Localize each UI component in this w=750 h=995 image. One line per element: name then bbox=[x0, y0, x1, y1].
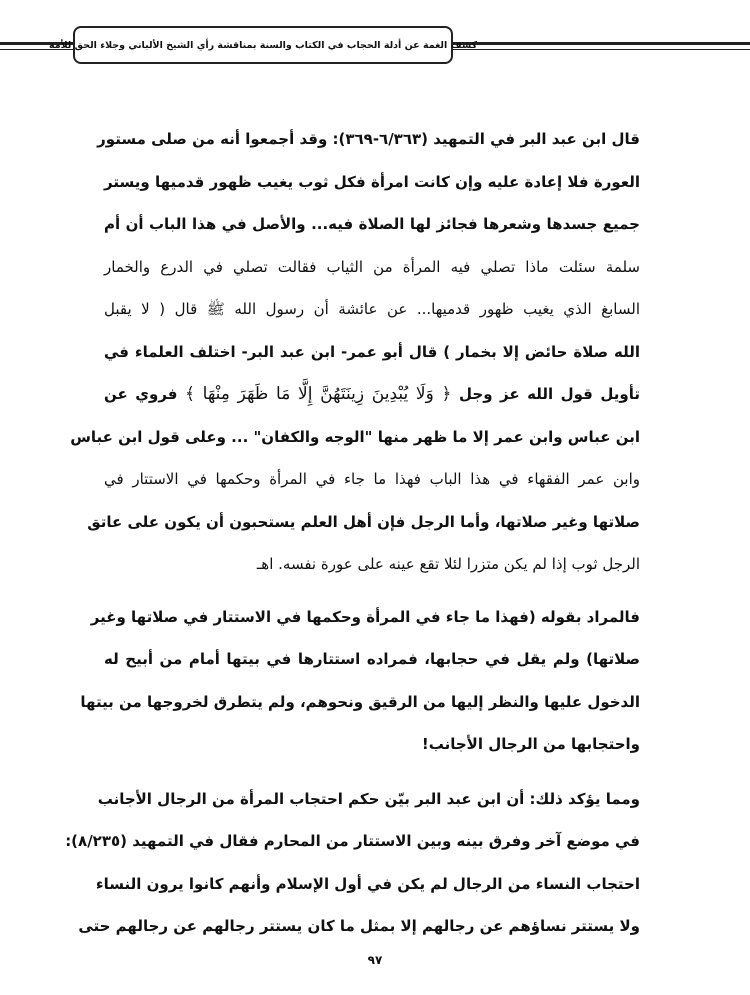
text-line: قال ابن عبد البر في التمهيد (٦/٣٦٣-٣٦٩): وقد أجمعوا أنه من صلى مستور bbox=[97, 130, 640, 148]
text-line: سلمة سئلت ماذا تصلي فيه المرأة من الثياب فقالت تصلي في الدرع والخمار bbox=[104, 257, 640, 276]
text-line: جميع جسدها وشعرها فجائز لها الصلاة فيه... والأصل في هذا الباب أن أم bbox=[104, 215, 640, 233]
paragraph-gap bbox=[104, 586, 640, 596]
text-line: ابن عباس وابن عمر إلا ما ظهر منها "الوجه والكفان" ... وعلى قول ابن عباس bbox=[70, 427, 640, 446]
page-body bbox=[65, 118, 640, 948]
text-line-with-verse bbox=[104, 373, 640, 416]
paragraph-confirmation bbox=[65, 778, 640, 948]
text-line: السابغ الذي يغيب ظهور قدميها... عن عائشة أن رسول الله ﷺ قال ( لا يقبل bbox=[104, 300, 640, 318]
text-line: فالمراد بقوله (فهذا ما جاء في المرأة وحكمها في الاستتار في صلاتها وغير bbox=[90, 607, 640, 626]
line-end: فروي عن bbox=[104, 385, 178, 403]
paragraph-ibn-abd-al-barr-quote bbox=[70, 118, 640, 586]
paragraph-gap bbox=[104, 766, 640, 778]
text-line: احتجاب النساء من الرجال لم يكن في أول الإسلام وأنهم كانوا يرون النساء bbox=[95, 874, 640, 893]
header-title-frame bbox=[48, 26, 478, 64]
page-number: ٩٧ bbox=[367, 953, 383, 967]
text-line: ومما يؤكد ذلك: أن ابن عبد البر بيّن حكم احتجاب المرأة من الرجال الأجانب bbox=[97, 789, 640, 808]
text-line: وابن عمر الفقهاء في هذا الباب فهذا ما جاء في المرأة وحكمها في الاستتار في bbox=[104, 470, 640, 488]
text-line: الله صلاة حائض إلا بخمار ) قال أبو عمر- ابن عبد البر- اختلف العلماء في bbox=[104, 342, 640, 361]
running-header bbox=[0, 20, 750, 68]
text-line: الدخول عليها والنظر إليها من الرقيق ونحوهم، ولم يتطرق لخروجها من بيتها bbox=[80, 692, 640, 711]
text-line: واحتجابها من الرجال الأجانب! bbox=[421, 735, 640, 753]
text-line: ولا يستتر نساؤهم عن رجالهم إلا بمثل ما كان يستتر رجالهم عن رجالهم حتى bbox=[78, 917, 640, 935]
text-line: في موضع آخر وفرق بينه وبين الاستتار من المحارم فقال في التمهيد (٨/٢٣٥): bbox=[65, 832, 640, 850]
text-line: صلاتها) ولم يقل في حجابها، فمراده استتارها في بيتها أمام من أبيح له bbox=[104, 650, 640, 668]
book-title: كشف الغمة عن أدلة الحجاب في الكتاب والسنة بمناقشة رأي الشيخ الألباني وجلاء الحق للأمة bbox=[48, 39, 478, 51]
paragraph-commentary bbox=[80, 596, 640, 766]
text-line: الرجل ثوب إذا لم يكن متزرا لئلا تقع عينه على عورة نفسه. اهـ bbox=[256, 555, 640, 573]
text-line: صلاتها وغير صلاتها، وأما الرجل فإن أهل العلم يستحبون أن يكون على عاتق bbox=[87, 512, 640, 531]
quran-verse: ﴿ وَلَا يُبْدِينَ زِينَتَهُنَّ إِلَّا مَا ظَهَرَ مِنْهَا ﴾ bbox=[185, 384, 452, 404]
line-start: تأويل قول الله عز وجل bbox=[459, 385, 640, 403]
text-line: العورة فلا إعادة عليه وإن كانت امرأة فكل ثوب يغيب ظهور قدميها ويستر bbox=[104, 172, 640, 191]
